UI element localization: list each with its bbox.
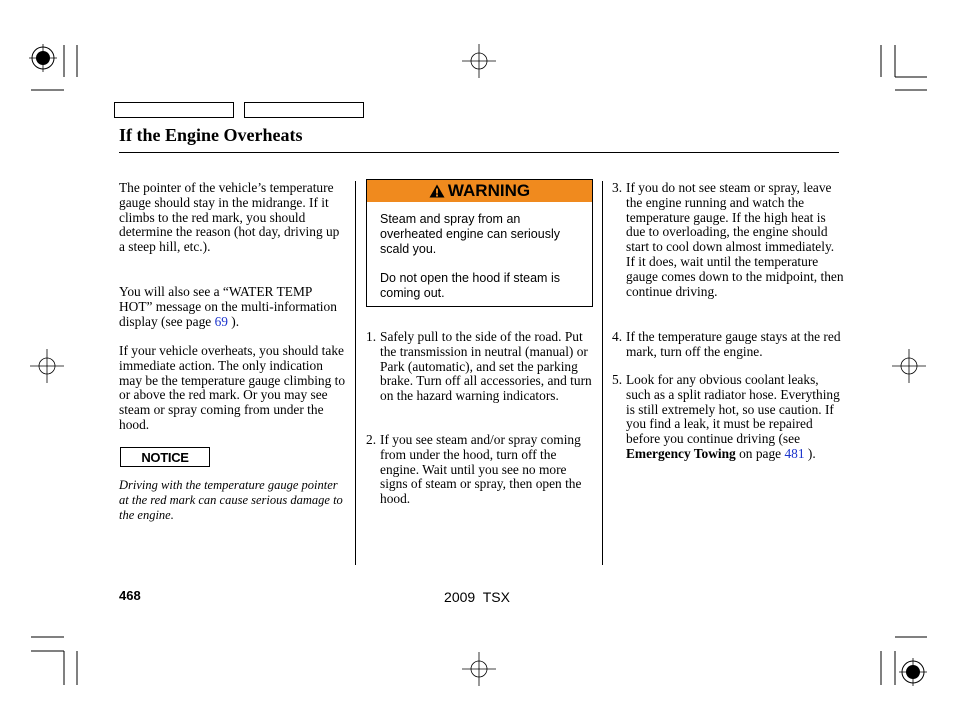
step-text: If you do not see steam or spray, leave the engine running and watch the temperature gauge. If the high heat is due to overloading, the engine should start to cool down almost immediately. If it does, wait until the temperature gauge comes down to the midpoint, then continue driving. xyxy=(626,180,844,299)
step-number: 3. xyxy=(612,180,623,195)
step-number: 2. xyxy=(366,432,377,447)
warning-label: WARNING xyxy=(447,181,531,200)
step-text: If the temperature gauge stays at the red mark, turn off the engine. xyxy=(626,329,841,359)
step-number: 5. xyxy=(612,372,623,387)
step-text xyxy=(626,373,844,462)
intro-paragraph: The pointer of the vehicle’s temperature gauge should stay in the midrange. If it climbs to the red mark, you should determine the reason (hot day, driving up a steep hill, etc.). xyxy=(119,180,340,255)
step-5 xyxy=(612,373,844,462)
step-4 xyxy=(612,330,844,360)
notice-text: Driving with the temperature gauge pointer at the red mark can cause serious damage to the engine. xyxy=(119,478,343,522)
page-69-link[interactable]: 69 xyxy=(214,313,228,329)
warning-box xyxy=(366,179,593,307)
warning-triangle-icon xyxy=(429,184,445,198)
title-rule xyxy=(119,152,839,153)
step-5-text-end: ). xyxy=(804,445,816,461)
warning-text-scald: Steam and spray from an overheated engine can seriously scald you. xyxy=(380,212,560,256)
header-tab-left xyxy=(114,102,234,118)
step-number: 4. xyxy=(612,329,623,344)
header-tab-right xyxy=(244,102,364,118)
step-1 xyxy=(366,330,594,404)
warning-header xyxy=(367,180,592,202)
step-text: If you see steam and/or spray coming from under the hood, turn off the engine. Wait until you see no more signs of steam or spray, then open the hood. xyxy=(380,432,582,507)
step-number: 1. xyxy=(366,329,377,344)
overheat-paragraph: If your vehicle overheats, you should take immediate action. The only indication may be the temperature gauge climbing to or above the red mark. Or you may see steam or spray coming from under the hood. xyxy=(119,343,346,432)
step-5-text-mid: on page xyxy=(735,445,785,461)
step-2 xyxy=(366,433,594,507)
step-5-text: Look for any obvious coolant leaks, such as a split radiator hose. Everything is still extremely hot, so use caution. If you find a leak, it must be repaired before you continue driving (see xyxy=(626,372,840,447)
notice-label: NOTICE xyxy=(120,447,210,467)
water-temp-text: You will also see a “WATER TEMP HOT” message on the multi-information display (see page xyxy=(119,284,337,329)
step-3 xyxy=(612,181,844,299)
page-number: 468 xyxy=(119,588,141,603)
emergency-towing-ref: Emergency Towing xyxy=(626,445,736,461)
warning-text-hood: Do not open the hood if steam is coming out. xyxy=(380,271,560,300)
step-text: Safely pull to the side of the road. Put the transmission in neutral (manual) or Park (automatic), and set the parking brake. Turn off all accessories, and turn on the hazard warning indicators. xyxy=(380,329,592,404)
water-temp-paragraph xyxy=(119,285,343,329)
page-title: If the Engine Overheats xyxy=(119,125,303,145)
column-divider-2 xyxy=(602,181,603,565)
water-temp-text-end: ). xyxy=(227,313,240,329)
model-name: 2009 TSX xyxy=(444,589,510,605)
page-481-link[interactable]: 481 xyxy=(784,445,805,461)
column-divider-1 xyxy=(355,181,356,565)
